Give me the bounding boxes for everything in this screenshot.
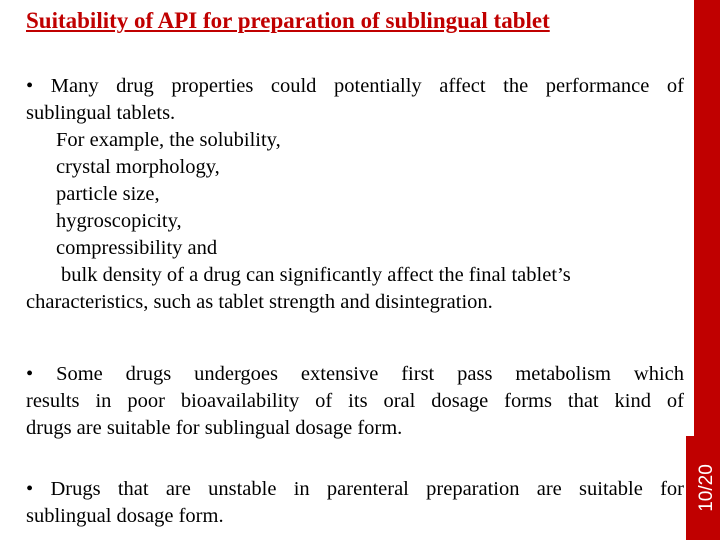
text-line: results in poor bioavailability of its oral dosage forms that kind of [26, 390, 684, 412]
text-line: • Many drug properties could potentially affect the performance of [26, 75, 684, 97]
side-accent-gap [689, 0, 694, 436]
page-number-label: 10/20 [696, 463, 718, 512]
text-line: compressibility and [56, 237, 218, 259]
paragraph-first-pass [26, 361, 684, 442]
paragraph-drug-properties [26, 73, 684, 316]
text-line: • Drugs that are unstable in parenteral preparation are suitable for [26, 478, 684, 500]
text-line: sublingual tablets. [26, 102, 176, 124]
side-accent-notch [686, 436, 694, 540]
text-line: drugs are suitable for sublingual dosage form. [26, 417, 403, 439]
text-line: hygroscopicity, [56, 210, 182, 232]
text-line: sublingual dosage form. [26, 505, 224, 527]
slide-title: Suitability of API for preparation of sublingual tablet [26, 8, 550, 33]
page-number [694, 440, 720, 535]
text-line: particle size, [56, 183, 160, 205]
text-line: bulk density of a drug can significantly affect the final tablet’s [61, 264, 571, 286]
paragraph-parenteral [26, 476, 684, 530]
text-line: For example, the solubility, [56, 129, 281, 151]
text-line: • Some drugs undergoes extensive first pass metabolism which [26, 363, 684, 385]
text-line: characteristics, such as tablet strength and disintegration. [26, 291, 493, 313]
text-line: crystal morphology, [56, 156, 220, 178]
